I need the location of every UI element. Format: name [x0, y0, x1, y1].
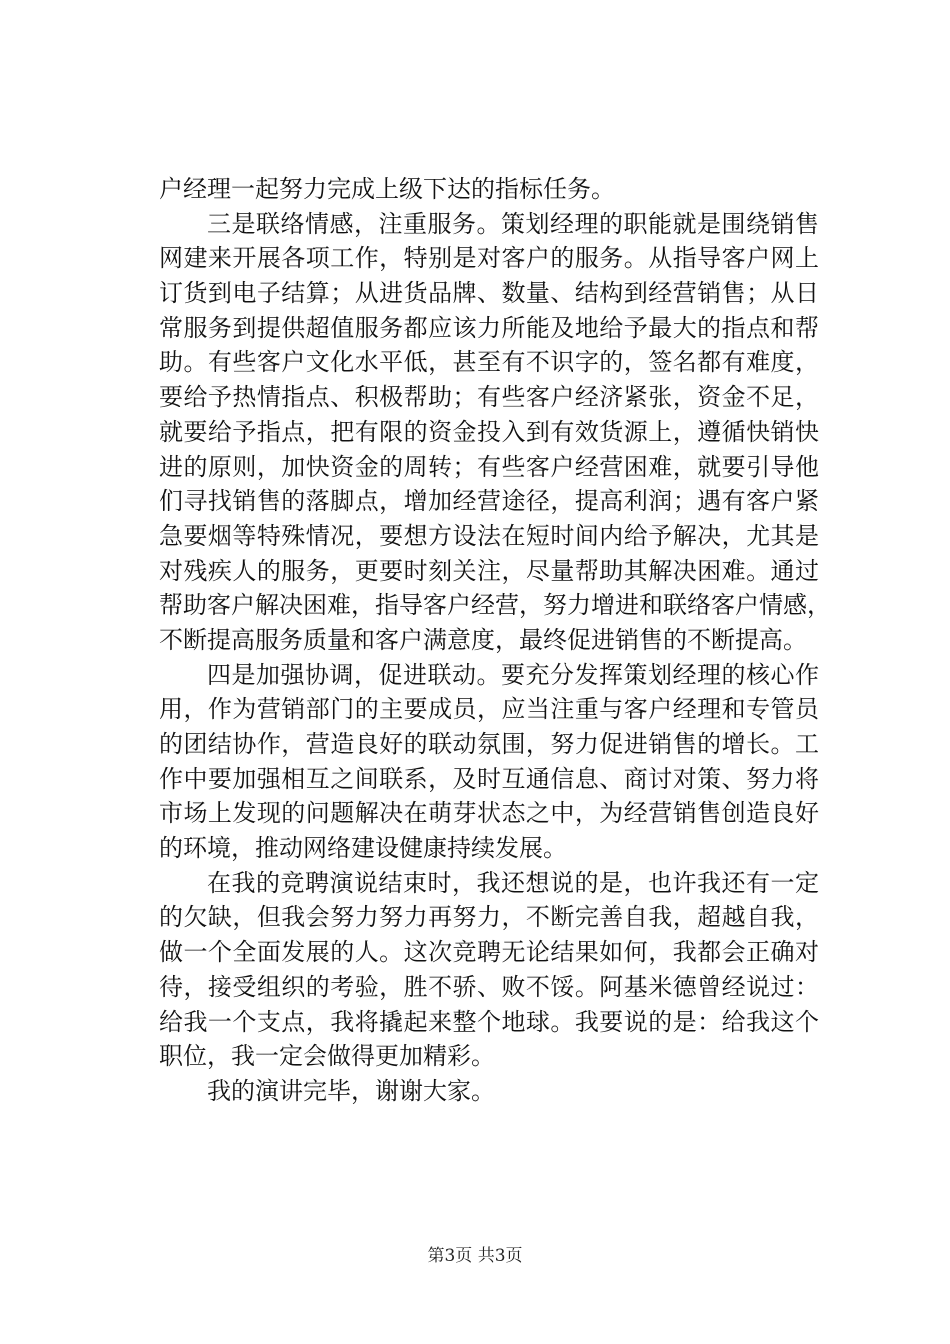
text-line: 急要烟等特殊情况，要想方设法在短时间内给予解决，尤其是 — [159, 521, 819, 550]
text-line: 四是加强协调，促进联动。要充分发挥策划经理的核心作 — [207, 660, 819, 689]
text-line: 的团结协作，营造良好的联动氛围，努力促进销售的增长。工 — [159, 730, 819, 758]
text-line: 做一个全面发展的人。这次竞聘无论结果如何，我都会正确对 — [159, 938, 819, 967]
text-line: 在我的竞聘演说结束时，我还想说的是，也许我还有一定 — [207, 868, 819, 897]
text-line: 职位，我一定会做得更加精彩。 — [159, 1042, 495, 1071]
page-footer: 第3页 共3页 — [427, 1246, 523, 1266]
text-line: 助。有些客户文化水平低，甚至有不识字的，签名都有难度， — [159, 348, 819, 377]
text-line: 订货到电子结算；从进货品牌、数量、结构到经营销售；从日 — [159, 279, 819, 308]
text-line: 就要给予指点，把有限的资金投入到有效货源上，遵循快销快 — [159, 417, 819, 446]
text-line: 网建来开展各项工作，特别是对客户的服务。从指导客户网上 — [159, 244, 819, 273]
text-line: 三是联络情感，注重服务。策划经理的职能就是围绕销售 — [207, 209, 819, 238]
text-line: 帮助客户解决困难，指导客户经营，努力增进和联络客户情感， — [159, 591, 831, 620]
text-line: 用，作为营销部门的主要成员，应当注重与客户经理和专管员 — [159, 695, 819, 724]
text-line: 不断提高服务质量和客户满意度，最终促进销售的不断提高。 — [159, 625, 807, 654]
text-line: 要给予热情指点、积极帮助；有些客户经济紧张，资金不足， — [159, 383, 819, 412]
text-line: 我的演讲完毕，谢谢大家。 — [207, 1076, 495, 1105]
text-line: 作中要加强相互之间联系，及时互通信息、商讨对策、努力将 — [159, 764, 819, 793]
text-line: 对残疾人的服务，更要时刻关注，尽量帮助其解决困难。通过 — [159, 556, 819, 585]
text-line: 市场上发现的问题解决在萌芽状态之中，为经营销售创造良好 — [159, 799, 819, 828]
text-line: 进的原则，加快资金的周转；有些客户经营困难，就要引导他 — [159, 452, 819, 481]
text-line: 常服务到提供超值服务都应该力所能及地给予最大的指点和帮 — [159, 313, 819, 342]
text-line: 的欠缺，但我会努力努力再努力，不断完善自我，超越自我， — [159, 903, 819, 932]
text-line: 的环境，推动网络建设健康持续发展。 — [159, 834, 567, 863]
text-line: 待，接受组织的考验，胜不骄、败不馁。阿基米德曾经说过： — [159, 972, 819, 1001]
text-line: 给我一个支点，我将撬起来整个地球。我要说的是：给我这个 — [159, 1007, 819, 1036]
text-line: 们寻找销售的落脚点，增加经营途径，提高利润；遇有客户紧 — [159, 487, 819, 516]
document-body — [159, 172, 831, 1109]
text-line: 户经理一起努力完成上级下达的指标任务。 — [159, 175, 615, 203]
